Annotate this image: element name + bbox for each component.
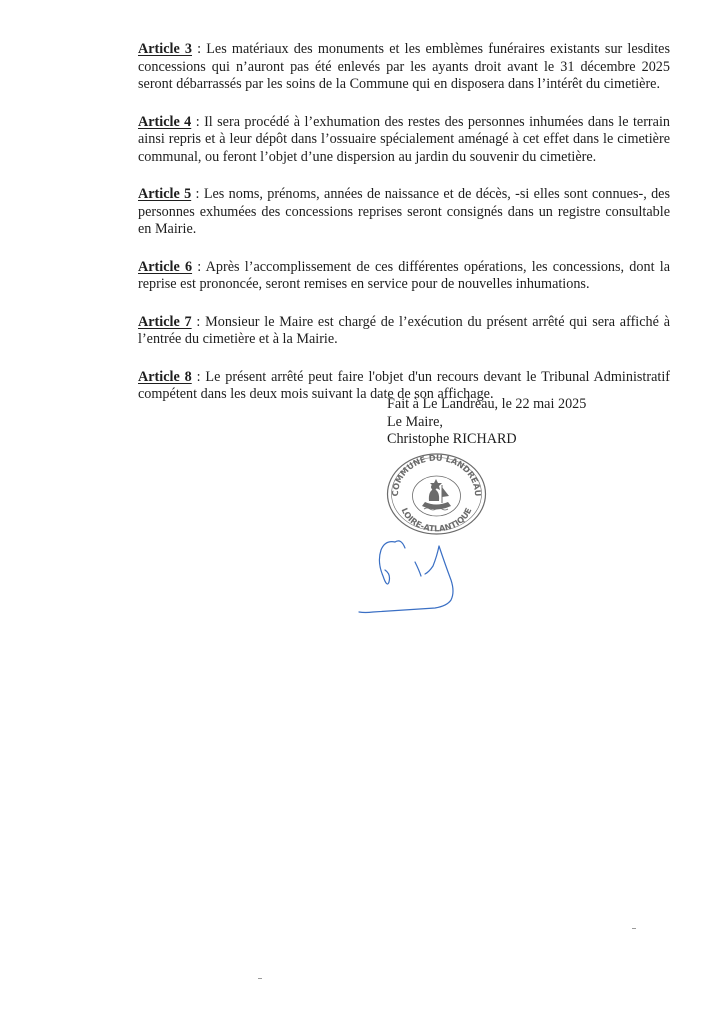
place-and-date: Fait à Le Landreau, le 22 mai 2025 bbox=[387, 396, 587, 412]
article-3: Article 3 : Les matériaux des monuments et les emblèmes funéraires existants sur lesdites concessions qui n’auront pas été enlevés par les ayants droit avant le 31 décembre 2025 seront débarrassés par les soins de la Commune qui en disposera dans l’intérêt du cimetière. bbox=[138, 41, 670, 92]
article-6-heading: Article 6 bbox=[138, 258, 193, 275]
article-8-heading: Article 8 bbox=[138, 368, 192, 385]
signatory-role: Le Maire, bbox=[387, 413, 443, 430]
signatory-name: Christophe RICHARD bbox=[387, 431, 517, 447]
scan-speck bbox=[632, 928, 636, 929]
article-8-text: Le présent arrêté peut faire l'objet d'un recours devant le Tribunal Administratif compétent dans les deux mois suivant la date de son affichage. bbox=[138, 368, 670, 402]
article-6-text: Après l’accomplissement de ces différentes opérations, les concessions, dont la reprise est prononcée, seront remises en service pour de nouvelles inhumations. bbox=[138, 258, 670, 292]
article-7: Article 7 : Monsieur le Maire est chargé de l’exécution du présent arrêté qui sera affiché à l’entrée du cimetière et à la Mairie. bbox=[138, 313, 671, 347]
article-3-text: Les matériaux des monuments et les emblèmes funéraires existants sur lesdites concessions qui n’auront pas été enlevés par les ayants droit avant le 31 décembre 2025 seront débarrassés par les soins de la Commune qui en disposera dans l’intérêt du cimetière. bbox=[138, 41, 670, 92]
article-8: Article 8 : Le présent arrêté peut faire l'objet d'un recours devant le Tribunal Administratif compétent dans les deux mois suivant la date de son affichage. bbox=[138, 368, 670, 402]
article-6: Article 6 : Après l’accomplissement de ces différentes opérations, les concessions, dont la reprise est prononcée, seront remises en service pour de nouvelles inhumations. bbox=[138, 258, 670, 292]
seal-bottom-text: LOIRE-ATLANTIQUE bbox=[399, 506, 474, 534]
article-4: Article 4 : Il sera procédé à l’exhumation des restes des personnes inhumées dans le terrain ainsi repris et à leur dépôt dans l’ossuaire spécialement aménagé à cet effet dans le cimetière communal, ou feront l’objet d’une dispersion au jardin du souvenir du cimetière. bbox=[138, 113, 670, 165]
seal-top-text: COMMUNE DU LANDREAU bbox=[389, 452, 484, 497]
handwritten-signature bbox=[355, 536, 495, 616]
articles-section bbox=[138, 41, 670, 424]
article-4-heading: Article 4 bbox=[138, 113, 192, 130]
article-7-text: Monsieur le Maire est chargé de l’exécution du présent arrêté qui sera affiché à l’entrée du cimetière et à la Mairie. bbox=[138, 313, 671, 347]
article-5-text: Les noms, prénoms, années de naissance et de décès, -si elles sont connues-, des personnes exhumées des concessions reprises seront consignés dans un registre consultable en Mairie. bbox=[138, 186, 670, 237]
municipal-seal bbox=[384, 451, 489, 536]
article-4-text: Il sera procédé à l’exhumation des restes des personnes inhumées dans le terrain ainsi repris et à leur dépôt dans l’ossuaire spécialement aménagé à cet effet dans le cimetière communal, ou feront l’objet d’une dispersion au jardin du souvenir du cimetière. bbox=[138, 113, 670, 165]
seal-emblem bbox=[422, 479, 451, 510]
scan-speck bbox=[258, 978, 262, 979]
article-5: Article 5 : Les noms, prénoms, années de naissance et de décès, -si elles sont connues-, des personnes exhumées des concessions reprises seront consignés dans un registre consultable en Mairie. bbox=[138, 186, 670, 237]
article-7-heading: Article 7 bbox=[138, 313, 192, 330]
article-3-heading: Article 3 bbox=[138, 41, 192, 57]
article-5-heading: Article 5 bbox=[138, 186, 192, 202]
signature-block bbox=[387, 396, 586, 449]
